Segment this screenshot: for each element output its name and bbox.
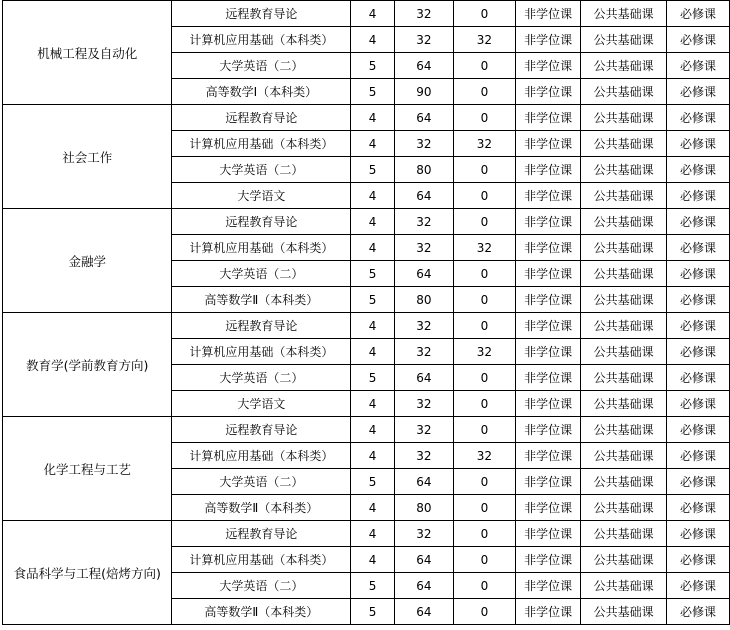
hours-cell: 64 — [394, 183, 453, 209]
category-cell: 公共基础课 — [581, 443, 667, 469]
credits-cell: 5 — [351, 287, 395, 313]
category-cell: 公共基础课 — [581, 599, 667, 625]
category-cell: 公共基础课 — [581, 287, 667, 313]
requirement-cell: 必修课 — [667, 235, 730, 261]
course-name-cell: 高等数学Ⅱ（本科类） — [172, 599, 351, 625]
requirement-cell: 必修课 — [667, 599, 730, 625]
degree-type-cell: 非学位课 — [516, 105, 581, 131]
lab-hours-cell: 0 — [453, 313, 515, 339]
course-name-cell: 大学英语（二） — [172, 573, 351, 599]
category-cell: 公共基础课 — [581, 495, 667, 521]
lab-hours-cell: 0 — [453, 1, 515, 27]
requirement-cell: 必修课 — [667, 365, 730, 391]
degree-type-cell: 非学位课 — [516, 365, 581, 391]
course-name-cell: 大学英语（二） — [172, 261, 351, 287]
lab-hours-cell: 0 — [453, 209, 515, 235]
hours-cell: 32 — [394, 1, 453, 27]
hours-cell: 32 — [394, 391, 453, 417]
category-cell: 公共基础课 — [581, 105, 667, 131]
lab-hours-cell: 0 — [453, 547, 515, 573]
degree-type-cell: 非学位课 — [516, 79, 581, 105]
requirement-cell: 必修课 — [667, 391, 730, 417]
course-name-cell: 大学英语（二） — [172, 53, 351, 79]
category-cell: 公共基础课 — [581, 365, 667, 391]
lab-hours-cell: 0 — [453, 79, 515, 105]
hours-cell: 64 — [394, 547, 453, 573]
credits-cell: 5 — [351, 599, 395, 625]
major-name-cell: 机械工程及自动化 — [3, 1, 172, 105]
course-name-cell: 高等数学Ⅰ（本科类） — [172, 79, 351, 105]
course-name-cell: 远程教育导论 — [172, 313, 351, 339]
lab-hours-cell: 0 — [453, 417, 515, 443]
category-cell: 公共基础课 — [581, 157, 667, 183]
category-cell: 公共基础课 — [581, 235, 667, 261]
category-cell: 公共基础课 — [581, 131, 667, 157]
requirement-cell: 必修课 — [667, 1, 730, 27]
course-name-cell: 远程教育导论 — [172, 105, 351, 131]
course-name-cell: 计算机应用基础（本科类） — [172, 547, 351, 573]
lab-hours-cell: 0 — [453, 53, 515, 79]
major-name-cell: 教育学(学前教育方向) — [3, 313, 172, 417]
lab-hours-cell: 0 — [453, 365, 515, 391]
category-cell: 公共基础课 — [581, 27, 667, 53]
requirement-cell: 必修课 — [667, 27, 730, 53]
category-cell: 公共基础课 — [581, 547, 667, 573]
requirement-cell: 必修课 — [667, 313, 730, 339]
lab-hours-cell: 0 — [453, 391, 515, 417]
credits-cell: 4 — [351, 443, 395, 469]
table-row — [3, 1, 730, 27]
degree-type-cell: 非学位课 — [516, 573, 581, 599]
lab-hours-cell: 0 — [453, 469, 515, 495]
lab-hours-cell: 0 — [453, 495, 515, 521]
table-row — [3, 417, 730, 443]
hours-cell: 32 — [394, 417, 453, 443]
course-table — [2, 0, 730, 625]
course-name-cell: 大学英语（二） — [172, 365, 351, 391]
hours-cell: 32 — [394, 27, 453, 53]
degree-type-cell: 非学位课 — [516, 599, 581, 625]
lab-hours-cell: 32 — [453, 235, 515, 261]
credits-cell: 4 — [351, 313, 395, 339]
degree-type-cell: 非学位课 — [516, 313, 581, 339]
category-cell: 公共基础课 — [581, 521, 667, 547]
category-cell: 公共基础课 — [581, 573, 667, 599]
requirement-cell: 必修课 — [667, 443, 730, 469]
degree-type-cell: 非学位课 — [516, 469, 581, 495]
category-cell: 公共基础课 — [581, 417, 667, 443]
lab-hours-cell: 0 — [453, 105, 515, 131]
course-name-cell: 大学语文 — [172, 183, 351, 209]
requirement-cell: 必修课 — [667, 53, 730, 79]
table-row — [3, 521, 730, 547]
hours-cell: 32 — [394, 235, 453, 261]
lab-hours-cell: 0 — [453, 599, 515, 625]
requirement-cell: 必修课 — [667, 521, 730, 547]
credits-cell: 5 — [351, 261, 395, 287]
hours-cell: 32 — [394, 339, 453, 365]
credits-cell: 4 — [351, 105, 395, 131]
table-row — [3, 313, 730, 339]
table-row — [3, 105, 730, 131]
course-name-cell: 计算机应用基础（本科类） — [172, 27, 351, 53]
table-body — [3, 1, 730, 625]
credits-cell: 4 — [351, 495, 395, 521]
requirement-cell: 必修课 — [667, 573, 730, 599]
major-name-cell: 食品科学与工程(焙烤方向) — [3, 521, 172, 625]
hours-cell: 64 — [394, 573, 453, 599]
credits-cell: 4 — [351, 131, 395, 157]
category-cell: 公共基础课 — [581, 53, 667, 79]
degree-type-cell: 非学位课 — [516, 547, 581, 573]
hours-cell: 64 — [394, 53, 453, 79]
credits-cell: 4 — [351, 521, 395, 547]
course-name-cell: 高等数学Ⅱ（本科类） — [172, 495, 351, 521]
course-name-cell: 远程教育导论 — [172, 209, 351, 235]
lab-hours-cell: 32 — [453, 131, 515, 157]
category-cell: 公共基础课 — [581, 469, 667, 495]
credits-cell: 4 — [351, 27, 395, 53]
category-cell: 公共基础课 — [581, 183, 667, 209]
degree-type-cell: 非学位课 — [516, 235, 581, 261]
lab-hours-cell: 0 — [453, 521, 515, 547]
requirement-cell: 必修课 — [667, 339, 730, 365]
hours-cell: 64 — [394, 105, 453, 131]
lab-hours-cell: 0 — [453, 157, 515, 183]
major-name-cell: 金融学 — [3, 209, 172, 313]
lab-hours-cell: 0 — [453, 287, 515, 313]
degree-type-cell: 非学位课 — [516, 261, 581, 287]
course-name-cell: 大学英语（二） — [172, 157, 351, 183]
category-cell: 公共基础课 — [581, 339, 667, 365]
lab-hours-cell: 0 — [453, 183, 515, 209]
requirement-cell: 必修课 — [667, 547, 730, 573]
degree-type-cell: 非学位课 — [516, 521, 581, 547]
degree-type-cell: 非学位课 — [516, 339, 581, 365]
credits-cell: 4 — [351, 209, 395, 235]
hours-cell: 64 — [394, 261, 453, 287]
category-cell: 公共基础课 — [581, 209, 667, 235]
course-name-cell: 计算机应用基础（本科类） — [172, 339, 351, 365]
hours-cell: 32 — [394, 443, 453, 469]
category-cell: 公共基础课 — [581, 391, 667, 417]
course-name-cell: 大学英语（二） — [172, 469, 351, 495]
degree-type-cell: 非学位课 — [516, 287, 581, 313]
course-name-cell: 远程教育导论 — [172, 521, 351, 547]
degree-type-cell: 非学位课 — [516, 1, 581, 27]
degree-type-cell: 非学位课 — [516, 53, 581, 79]
major-name-cell: 社会工作 — [3, 105, 172, 209]
requirement-cell: 必修课 — [667, 495, 730, 521]
credits-cell: 4 — [351, 235, 395, 261]
course-name-cell: 高等数学Ⅱ（本科类） — [172, 287, 351, 313]
degree-type-cell: 非学位课 — [516, 417, 581, 443]
lab-hours-cell: 32 — [453, 339, 515, 365]
requirement-cell: 必修课 — [667, 417, 730, 443]
lab-hours-cell: 0 — [453, 573, 515, 599]
credits-cell: 4 — [351, 391, 395, 417]
requirement-cell: 必修课 — [667, 105, 730, 131]
credits-cell: 5 — [351, 365, 395, 391]
hours-cell: 32 — [394, 131, 453, 157]
course-name-cell: 计算机应用基础（本科类） — [172, 235, 351, 261]
credits-cell: 5 — [351, 573, 395, 599]
credits-cell: 5 — [351, 79, 395, 105]
credits-cell: 4 — [351, 183, 395, 209]
degree-type-cell: 非学位课 — [516, 443, 581, 469]
degree-type-cell: 非学位课 — [516, 183, 581, 209]
credits-cell: 5 — [351, 157, 395, 183]
category-cell: 公共基础课 — [581, 1, 667, 27]
lab-hours-cell: 0 — [453, 261, 515, 287]
requirement-cell: 必修课 — [667, 287, 730, 313]
requirement-cell: 必修课 — [667, 183, 730, 209]
degree-type-cell: 非学位课 — [516, 495, 581, 521]
lab-hours-cell: 32 — [453, 443, 515, 469]
credits-cell: 4 — [351, 547, 395, 573]
requirement-cell: 必修课 — [667, 79, 730, 105]
hours-cell: 80 — [394, 157, 453, 183]
table-row — [3, 209, 730, 235]
course-name-cell: 计算机应用基础（本科类） — [172, 131, 351, 157]
hours-cell: 32 — [394, 521, 453, 547]
hours-cell: 32 — [394, 209, 453, 235]
hours-cell: 64 — [394, 469, 453, 495]
requirement-cell: 必修课 — [667, 131, 730, 157]
course-name-cell: 大学语文 — [172, 391, 351, 417]
requirement-cell: 必修课 — [667, 157, 730, 183]
requirement-cell: 必修课 — [667, 261, 730, 287]
credits-cell: 4 — [351, 417, 395, 443]
degree-type-cell: 非学位课 — [516, 27, 581, 53]
hours-cell: 64 — [394, 365, 453, 391]
credits-cell: 4 — [351, 339, 395, 365]
hours-cell: 32 — [394, 313, 453, 339]
credits-cell: 5 — [351, 53, 395, 79]
major-name-cell: 化学工程与工艺 — [3, 417, 172, 521]
hours-cell: 80 — [394, 495, 453, 521]
hours-cell: 90 — [394, 79, 453, 105]
requirement-cell: 必修课 — [667, 469, 730, 495]
course-name-cell: 计算机应用基础（本科类） — [172, 443, 351, 469]
requirement-cell: 必修课 — [667, 209, 730, 235]
category-cell: 公共基础课 — [581, 313, 667, 339]
course-name-cell: 远程教育导论 — [172, 417, 351, 443]
credits-cell: 4 — [351, 1, 395, 27]
degree-type-cell: 非学位课 — [516, 391, 581, 417]
degree-type-cell: 非学位课 — [516, 131, 581, 157]
degree-type-cell: 非学位课 — [516, 157, 581, 183]
category-cell: 公共基础课 — [581, 79, 667, 105]
hours-cell: 64 — [394, 599, 453, 625]
credits-cell: 5 — [351, 469, 395, 495]
category-cell: 公共基础课 — [581, 261, 667, 287]
hours-cell: 80 — [394, 287, 453, 313]
degree-type-cell: 非学位课 — [516, 209, 581, 235]
course-name-cell: 远程教育导论 — [172, 1, 351, 27]
lab-hours-cell: 32 — [453, 27, 515, 53]
